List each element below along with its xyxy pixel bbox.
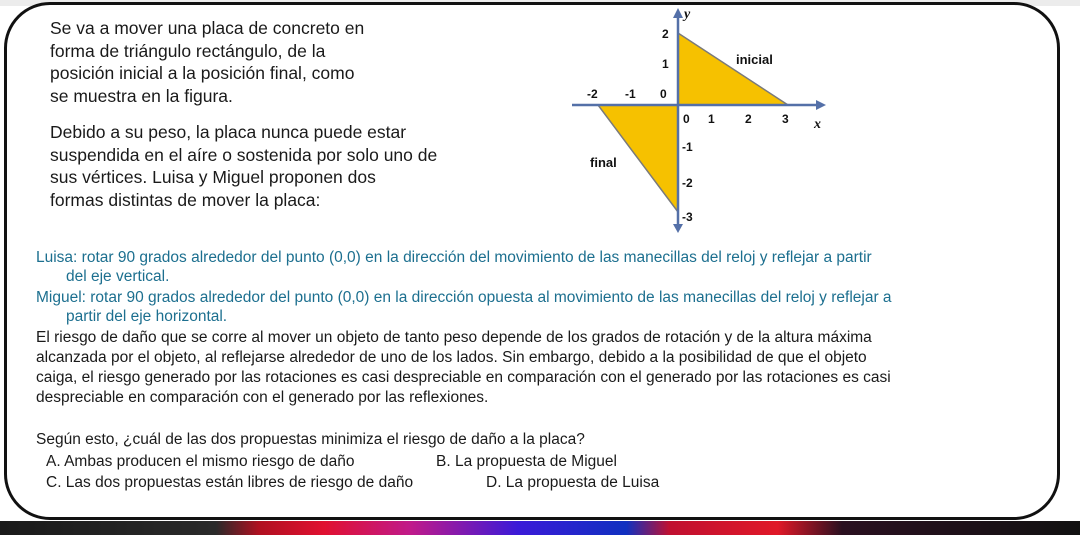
- option-a[interactable]: A. Ambas producen el mismo riesgo de daño: [46, 453, 355, 470]
- proposal-line: partir del eje horizontal.: [66, 308, 228, 325]
- y-tick-label: 1: [662, 57, 669, 71]
- x-tick-label: 0: [683, 112, 690, 126]
- proposal-miguel: [36, 288, 1046, 326]
- x-tick-label: -2: [587, 87, 598, 101]
- triangle-inicial: [678, 33, 788, 105]
- label-inicial: inicial: [736, 52, 773, 67]
- intro-line: se muestra en la figura.: [50, 85, 233, 106]
- y-axis-arrow-up: [673, 8, 683, 18]
- x-axis-label: x: [814, 117, 821, 132]
- proposal-line: Luisa: rotar 90 grados alrededor del punto (0,0) en la dirección del movimiento de las manecillas del reloj y reflejar a partir: [36, 249, 872, 266]
- explanation-line: alcanzada por el objeto, al reflejarse alrededor de uno de los lados. Sin embargo, debido a la posibilidad de que el objeto: [36, 349, 867, 366]
- option-d[interactable]: D. La propuesta de Luisa: [486, 474, 660, 491]
- proposal-luisa: [36, 248, 1046, 286]
- intro-line: Debido a su peso, la placa nunca puede estar: [50, 122, 407, 142]
- proposal-line: del eje vertical.: [66, 268, 170, 285]
- option-c[interactable]: C. Las dos propuestas están libres de riesgo de daño: [46, 474, 414, 491]
- explanation-line: caiga, el riesgo generado por las rotaciones es casi despreciable en comparación con el generado por las rotaciones es casi: [36, 369, 891, 386]
- proposal-line: Miguel: rotar 90 grados alrededor del punto (0,0) en la dirección opuesta al movimiento de las manecillas del reloj y reflejar a: [36, 289, 892, 306]
- y-axis-arrow-down: [673, 224, 683, 233]
- x-tick-label: 0: [660, 87, 667, 101]
- explanation-line: El riesgo de daño que se corre al mover un objeto de tanto peso depende de los grados de rotación y de la altura máxima: [36, 329, 872, 346]
- explanation-line: despreciable en comparación con el generado por las reflexiones.: [36, 389, 489, 406]
- x-axis-arrow-right: [816, 100, 826, 110]
- x-tick-label: 3: [782, 112, 789, 126]
- x-tick-label: 1: [708, 112, 715, 126]
- y-tick-label: 2: [662, 27, 669, 41]
- coordinate-diagram: [560, 0, 860, 235]
- bottom-color-strip: [0, 521, 1080, 535]
- label-final: final: [590, 155, 617, 170]
- intro-line: posición inicial a la posición final, como: [50, 63, 355, 83]
- intro-text: [50, 17, 530, 211]
- intro-line: sus vértices. Luisa y Miguel proponen dos: [50, 167, 376, 187]
- intro-line: forma de triángulo rectángulo, de la: [50, 40, 326, 61]
- y-axis-label: y: [684, 7, 691, 22]
- intro-line: Se va a mover una placa de concreto en: [50, 18, 365, 38]
- y-tick-label: -3: [682, 210, 693, 224]
- intro-line: suspendida en el aíre o sostenida por solo uno de: [50, 144, 438, 165]
- intro-line: formas distintas de mover la placa:: [50, 189, 321, 210]
- option-b[interactable]: B. La propuesta de Miguel: [436, 453, 617, 470]
- x-tick-label: -1: [625, 87, 636, 101]
- question-text: Según esto, ¿cuál de las dos propuestas minimiza el riesgo de daño a la placa?: [36, 431, 585, 448]
- explanation-text: [36, 328, 1046, 408]
- y-tick-label: -1: [682, 140, 693, 154]
- x-tick-label: 2: [745, 112, 752, 126]
- y-tick-label: -2: [682, 176, 693, 190]
